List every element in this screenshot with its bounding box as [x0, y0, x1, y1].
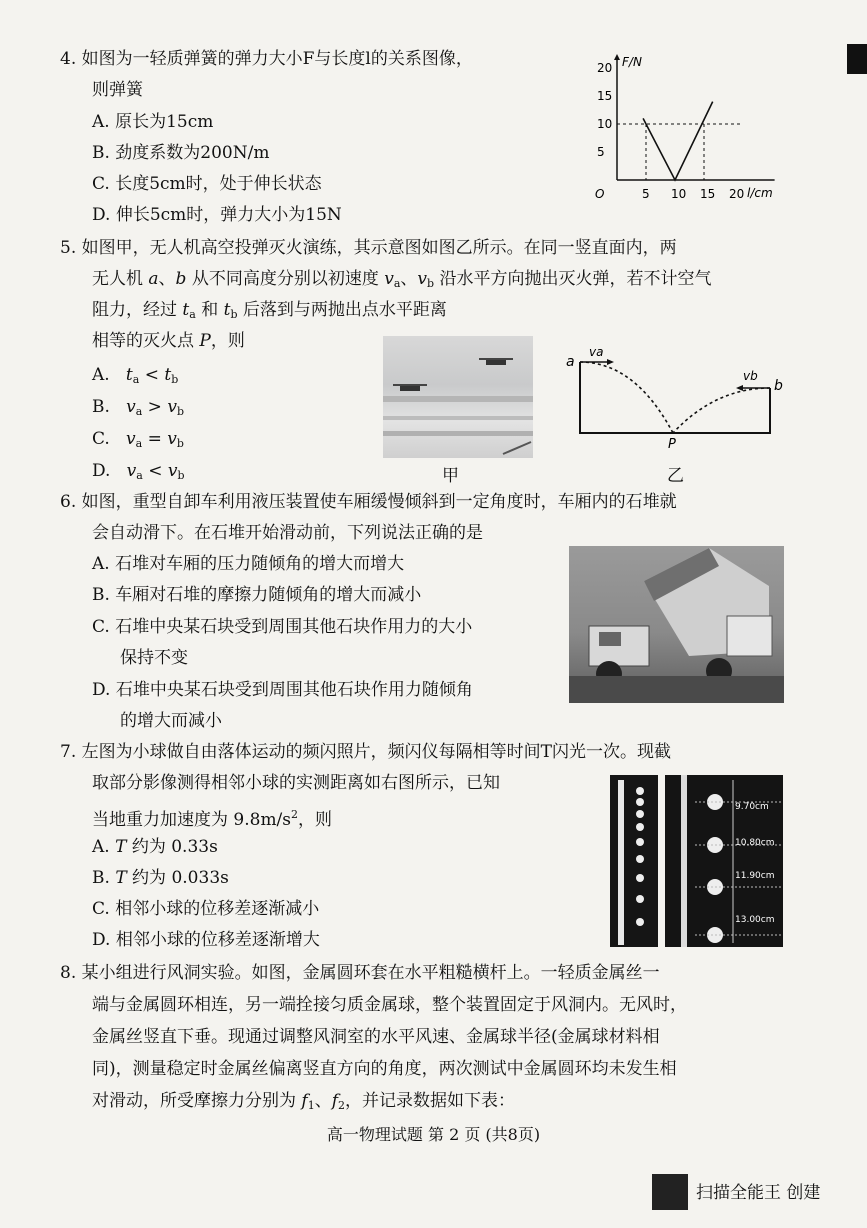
- q6-option-c: C. 石堆中央某石块受到周围其他石块作用力的大小: [92, 617, 473, 637]
- origin-label: O: [595, 187, 605, 201]
- q4-option-d: D. 伸长5cm时，弹力大小为15N: [92, 205, 342, 225]
- q8-line3: 金属丝竖直下垂。现通过调整风洞室的水平风速、金属球半径(金属球材料相: [92, 1027, 660, 1047]
- q8-line4: 同)，测量稳定时金属丝偏离竖直方向的角度，两次测试中金属圆环均未发生相: [92, 1059, 677, 1079]
- distance-label-2: 10.80cm: [735, 838, 775, 848]
- q5-stem-line1: 5. 如图甲，无人机高空投弹灭火演练，其示意图如图乙所示。在同一竖直面内，两: [60, 238, 677, 258]
- x-axis-label: l/cm: [747, 186, 773, 200]
- x-tick-label: 5: [642, 187, 650, 201]
- q8-line1: 8. 某小组进行风洞实验。如图，金属圆环套在水平粗糙横杆上。一轻质金属丝一: [60, 963, 660, 983]
- y-axis-label: F/N: [622, 55, 642, 69]
- distance-label-1: 9.70cm: [735, 802, 769, 812]
- q7-option-d: D. 相邻小球的位移差逐渐增大: [92, 930, 320, 950]
- drone-icon: [479, 358, 513, 365]
- y-tick-label: 20: [597, 61, 613, 75]
- q5-caption-left: 甲: [442, 466, 459, 486]
- q5-trajectory-diagram: [565, 340, 785, 455]
- label-vb: vb: [743, 369, 758, 383]
- q7-option-c: C. 相邻小球的位移差逐渐减小: [92, 899, 320, 919]
- q6-option-c-cont: 保持不变: [120, 648, 188, 668]
- page-edge-mark: [847, 44, 867, 74]
- q6-option-d: D. 石堆中央某石块受到周围其他石块作用力随倾角: [92, 680, 473, 700]
- q5-stem-line4: 相等的灭火点 P，则: [92, 331, 245, 351]
- qr-code-icon: [652, 1174, 688, 1210]
- scanner-watermark: 扫描全能王 创建: [696, 1183, 821, 1203]
- strobe-photo-right: [665, 775, 783, 947]
- drone-icon: [393, 384, 427, 391]
- q6-option-d-cont: 的增大而减小: [120, 711, 222, 731]
- q5-stem-line2: 无人机 a、b 从不同高度分别以初速度 $v_a$、$v_b$ 沿水平方向抛出灭火弹，若不计空气: [92, 269, 712, 290]
- q7-stem-line3: 当地重力加速度为 $9.8m/s^2$，则: [92, 808, 333, 830]
- label-b: b: [774, 378, 783, 394]
- y-tick-label: 10: [597, 117, 613, 131]
- q6-option-a: A. 石堆对车厢的压力随倾角的增大而增大: [92, 554, 405, 574]
- q7-option-a: A. T 约为 0.33s: [92, 837, 218, 857]
- q5-caption-right: 乙: [667, 466, 684, 486]
- page-footer: 高一物理试题 第 2 页 (共8页): [326, 1125, 541, 1144]
- q5-stem-line3: 阻力，经过 $t_a$ 和 $t_b$ 后落到与两抛出点水平距离: [92, 300, 447, 321]
- label-a: a: [566, 354, 575, 370]
- series-line: [643, 102, 713, 180]
- drone-photo-content: [383, 336, 533, 458]
- q7-stem-line2: 取部分影像测得相邻小球的实测距离如右图所示，已知: [92, 773, 500, 793]
- q7-stem-line1: 7. 左图为小球做自由落体运动的频闪照片，频闪仪每隔相等时间T闪光一次。现截: [60, 742, 671, 762]
- q5-option-c: C. $v_a = v_b$: [92, 429, 184, 450]
- q7-option-b: B. T 约为 0.033s: [92, 868, 229, 888]
- q8-line5: 对滑动，所受摩擦力分别为 $f_1$、$f_2$，并记录数据如下表：: [92, 1091, 515, 1112]
- y-tick-label: 15: [597, 89, 613, 103]
- q5-option-b: B. $v_a > v_b$: [92, 397, 184, 418]
- q4-stem-line2: 则弹簧: [92, 80, 143, 100]
- dump-truck-photo: [569, 546, 784, 703]
- q6-stem-line1: 6. 如图，重型自卸车利用液压装置使车厢缓慢倾斜到一定角度时，车厢内的石堆就: [60, 492, 677, 512]
- label-p: P: [668, 437, 676, 452]
- q4-option-c: C. 长度5cm时，处于伸长状态: [92, 174, 322, 194]
- strobe-photo-left: [610, 775, 658, 947]
- q4-stem-line1: 4. 如图为一轻质弹簧的弹力大小F与长度l的关系图像，: [60, 49, 473, 69]
- q4-option-b: B. 劲度系数为200N/m: [92, 143, 270, 163]
- strobe-photo-right-content: [665, 775, 783, 947]
- x-tick-label: 10: [671, 187, 687, 201]
- dump-truck-photo-content: [569, 546, 784, 703]
- distance-label-4: 13.00cm: [735, 915, 775, 925]
- y-axis-arrow: [614, 54, 620, 60]
- q5-option-d: D. $v_a < v_b$: [92, 461, 185, 482]
- q6-stem-line2: 会自动滑下。在石堆开始滑动前，下列说法正确的是: [92, 523, 483, 543]
- q4-force-length-chart: [585, 52, 795, 212]
- q4-option-a: A. 原长为15cm: [92, 112, 214, 132]
- q8-line2: 端与金属圆环相连，另一端拴接匀质金属球，整个装置固定于风洞内。无风时，: [92, 995, 687, 1015]
- distance-label-3: 11.90cm: [735, 871, 775, 881]
- strobe-photo-left-content: [610, 775, 658, 947]
- x-tick-label: 20: [729, 187, 745, 201]
- label-va: va: [589, 345, 604, 359]
- drone-photo: [383, 336, 533, 458]
- q6-option-b: B. 车厢对石堆的摩擦力随倾角的增大而减小: [92, 585, 422, 605]
- x-tick-label: 15: [700, 187, 716, 201]
- y-tick-label: 5: [597, 145, 605, 159]
- q5-option-a: A. $t_a < t_b$: [92, 365, 179, 386]
